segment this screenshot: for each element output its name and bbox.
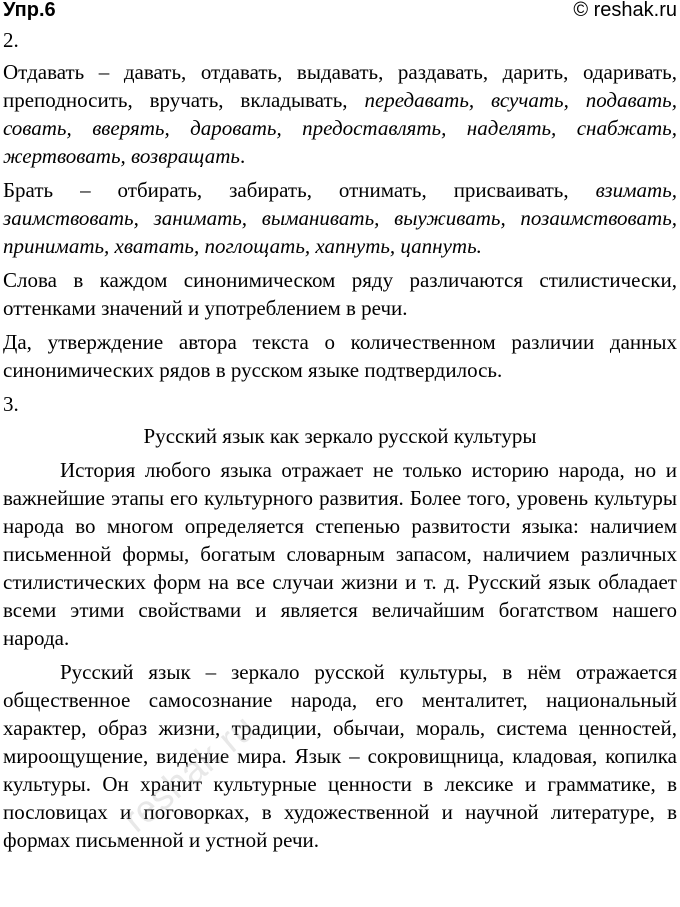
synonyms-take [3, 176, 677, 260]
essay-paragraph-2: Русский язык – зеркало русской культуры, в нём отражается общественное самосознание народа, его менталитет, национальный характер, образ жизни, традиции, обычаи, мораль, система ценностей, мироощущение, видение мира. Язык – сокровищница, кладовая, копилка культуры. Он хранит культурные ценности в лексике и грамматике, в пословицах и поговорках, в художественной и научной литературе, в формах письменной и устной речи. [3, 660, 677, 852]
note-confirmation: Да, утверждение автора текста о количественном различии данных синонимических рядов в русском языке подтвердилось. [3, 330, 677, 382]
exercise-title: Упр.6 [3, 0, 56, 21]
synonyms-take-italic: взимать, заимствовать, занимать, выманивать, выуживать, позаимствовать, принимать, хватать, поглощать, хапнуть, цапнуть. [3, 178, 677, 258]
essay-heading: Русский язык как зеркало русской культуры [143, 424, 537, 448]
synonyms-give [3, 58, 677, 170]
synonyms-give-end: . [239, 144, 246, 168]
synonyms-give-italic: передавать, всучать, подавать, совать, вверять, даровать, предоставлять, наделять, снабжать, жертвовать, возвращать [3, 88, 677, 168]
synonyms-give-plain: Отдавать – давать, отдавать, выдавать, раздавать, дарить, одаривать, преподносить, вручать, вкладывать, [3, 60, 677, 112]
synonyms-take-plain: Брать – отбирать, забирать, отнимать, присваивать, [3, 178, 596, 202]
page [3, 0, 677, 860]
section-3-number: 3. [3, 392, 19, 416]
watermark: reshak.ru [115, 707, 264, 841]
header [3, 0, 677, 26]
source-credit: © reshak.ru [573, 0, 677, 21]
essay-paragraph-1: История любого языка отражает не только историю народа, но и важнейшие этапы его культурного развития. Более того, уровень культуры народа во многом определяется степенью развитости языка: наличием письменной формы, богатым словарным запасом, наличием различных стилистических форм на все случаи жизни и т. д. Русский язык обладает всеми этими свойствами и является величайшим богатством нашего народа. [3, 458, 677, 650]
note-stylistic: Слова в каждом синонимическом ряду различаются стилистически, оттенками значений и употреблением в речи. [3, 268, 677, 320]
section-2-number: 2. [3, 28, 19, 52]
